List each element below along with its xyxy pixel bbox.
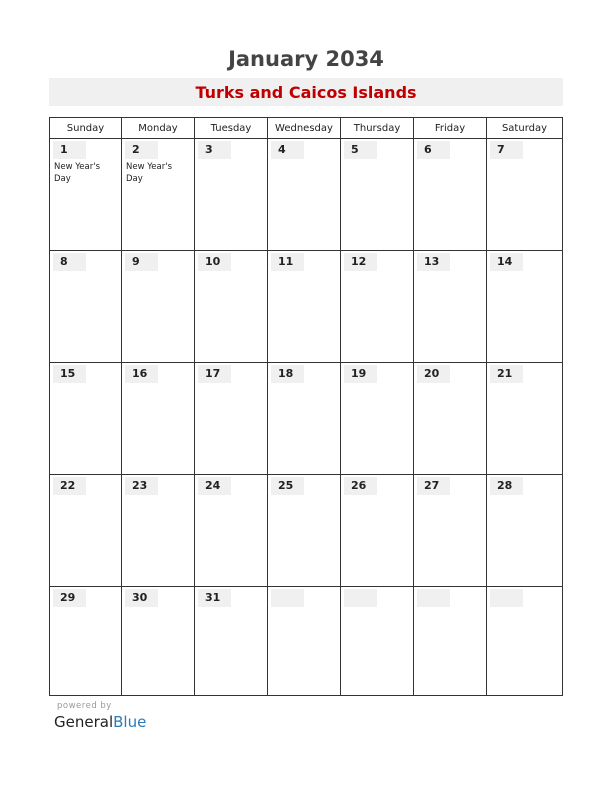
region-name: Turks and Caicos Islands [195, 83, 417, 102]
day-cell[interactable] [487, 587, 563, 696]
weekday-header-1: Monday [122, 118, 195, 139]
day-number: 20 [417, 365, 450, 383]
day-number: 31 [198, 589, 231, 607]
day-cell[interactable] [50, 251, 122, 363]
calendar-grid [49, 117, 563, 696]
day-cell[interactable] [268, 251, 341, 363]
day-cell[interactable] [195, 587, 268, 696]
day-number: 24 [198, 477, 231, 495]
weekday-header-5: Friday [414, 118, 487, 139]
day-cell[interactable] [487, 139, 563, 251]
day-cell[interactable] [122, 475, 195, 587]
day-cell[interactable] [414, 587, 487, 696]
day-number: 1 [53, 141, 86, 159]
day-cell[interactable] [341, 363, 414, 475]
brand-general-text: General [54, 713, 114, 731]
day-number: 26 [344, 477, 377, 495]
day-cell[interactable] [195, 251, 268, 363]
day-number: 16 [125, 365, 158, 383]
day-number: 5 [344, 141, 377, 159]
day-cell[interactable] [341, 475, 414, 587]
day-number [344, 589, 377, 607]
day-cell[interactable] [487, 251, 563, 363]
day-cell[interactable] [122, 363, 195, 475]
day-cell[interactable] [122, 139, 195, 251]
day-cell[interactable] [414, 363, 487, 475]
day-number: 25 [271, 477, 304, 495]
day-cell[interactable] [341, 587, 414, 696]
day-number: 27 [417, 477, 450, 495]
day-number: 13 [417, 253, 450, 271]
day-number: 3 [198, 141, 231, 159]
day-cell[interactable] [50, 139, 122, 251]
day-cell[interactable] [122, 587, 195, 696]
day-number: 9 [125, 253, 158, 271]
day-number: 10 [198, 253, 231, 271]
day-cell[interactable] [414, 139, 487, 251]
weekday-header-4: Thursday [341, 118, 414, 139]
day-cell[interactable] [268, 363, 341, 475]
day-number: 11 [271, 253, 304, 271]
day-number: 30 [125, 589, 158, 607]
day-number: 2 [125, 141, 158, 159]
day-number: 6 [417, 141, 450, 159]
holiday-label: New Year's Day [54, 162, 101, 184]
day-number: 12 [344, 253, 377, 271]
day-cell[interactable] [195, 139, 268, 251]
day-number: 18 [271, 365, 304, 383]
day-number: 29 [53, 589, 86, 607]
day-cell[interactable] [50, 363, 122, 475]
day-number: 15 [53, 365, 86, 383]
day-number: 23 [125, 477, 158, 495]
day-cell[interactable] [268, 587, 341, 696]
day-cell[interactable] [195, 475, 268, 587]
weekday-header-0: Sunday [50, 118, 122, 139]
day-cell[interactable] [268, 475, 341, 587]
weekday-header-2: Tuesday [195, 118, 268, 139]
day-number [417, 589, 450, 607]
day-cell[interactable] [268, 139, 341, 251]
day-number: 22 [53, 477, 86, 495]
day-cell[interactable] [50, 587, 122, 696]
day-cell[interactable] [487, 475, 563, 587]
day-number: 21 [490, 365, 523, 383]
brand-blue-text: Blue [113, 713, 147, 731]
holiday-label: New Year's Day [126, 162, 173, 184]
day-cell[interactable] [414, 475, 487, 587]
day-cell[interactable] [122, 251, 195, 363]
day-number: 19 [344, 365, 377, 383]
calendar-title: January 2034 [228, 47, 384, 71]
generalblue-logo[interactable] [54, 713, 146, 731]
day-number: 4 [271, 141, 304, 159]
day-cell[interactable] [195, 363, 268, 475]
day-number: 28 [490, 477, 523, 495]
day-cell[interactable] [341, 251, 414, 363]
day-number: 14 [490, 253, 523, 271]
powered-by-label: powered by [57, 701, 112, 711]
day-cell[interactable] [487, 363, 563, 475]
day-number: 7 [490, 141, 523, 159]
day-number: 8 [53, 253, 86, 271]
day-number [271, 589, 304, 607]
weekday-header-6: Saturday [487, 118, 563, 139]
day-cell[interactable] [341, 139, 414, 251]
day-cell[interactable] [414, 251, 487, 363]
day-number [490, 589, 523, 607]
day-cell[interactable] [50, 475, 122, 587]
region-banner [49, 78, 563, 106]
day-number: 17 [198, 365, 231, 383]
weekday-header-3: Wednesday [268, 118, 341, 139]
